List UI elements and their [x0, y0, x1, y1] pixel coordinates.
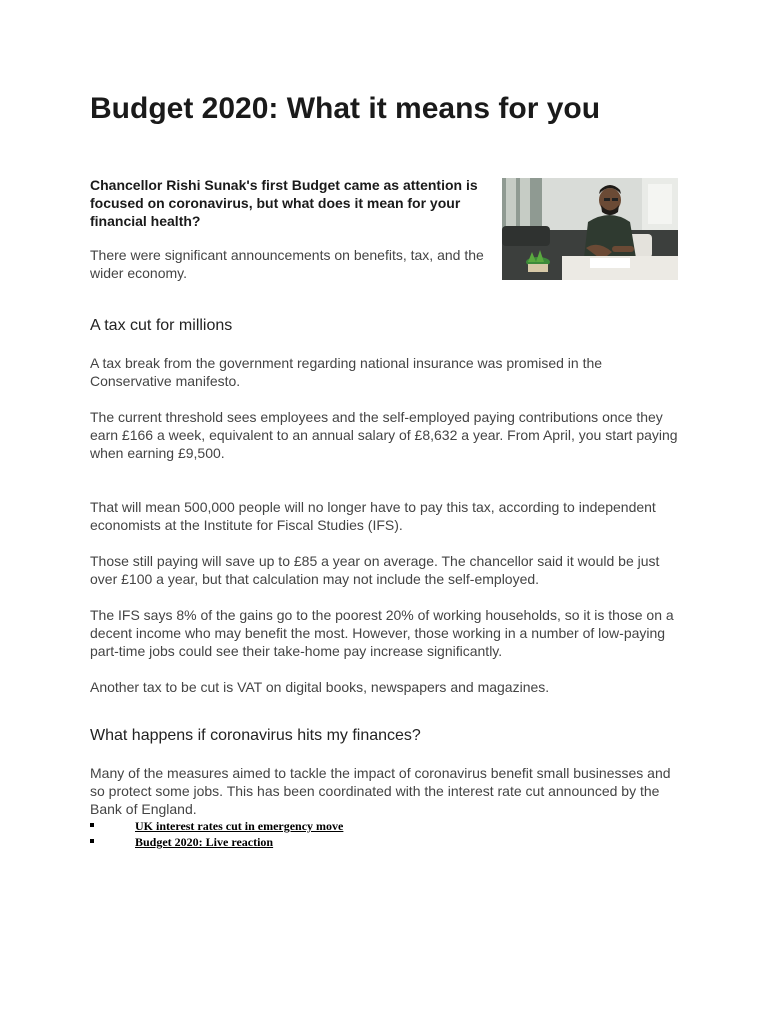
paragraph: Many of the measures aimed to tackle the impact of coronavirus benefit small businesses and so protect some jobs. This has been coordinated with the interest rate cut announced by the Bank of England. — [90, 765, 671, 817]
section-heading-tax-cut: A tax cut for millions — [90, 317, 233, 334]
article-title: Budget 2020: What it means for you — [90, 92, 601, 125]
article-lead-summary: Chancellor Rishi Sunak's first Budget came as attention is focused on coronavirus, but what does it mean for your financial health? — [90, 177, 478, 229]
list-item — [90, 834, 680, 850]
bullet-icon — [90, 823, 94, 827]
paragraph: That will mean 500,000 people will no longer have to pay this tax, according to independent economists at the Institute for Fiscal Studies (IFS). — [90, 499, 656, 533]
bullet-icon — [90, 839, 94, 843]
related-links-list — [90, 818, 680, 850]
article-body — [90, 316, 680, 850]
man-with-laptop-photo — [502, 178, 678, 280]
section-heading-coronavirus: What happens if coronavirus hits my finances? — [90, 727, 421, 744]
related-link[interactable]: Budget 2020: Live reaction — [135, 835, 274, 849]
related-link[interactable]: UK interest rates cut in emergency move — [135, 819, 344, 833]
paragraph: The current threshold sees employees and the self-employed paying contributions once they earn £166 a week, equivalent to an annual salary of £8,632 a year. From April, you start paying when earning £9,500. — [90, 409, 678, 461]
paragraph: Another tax to be cut is VAT on digital books, newspapers and magazines. — [90, 679, 550, 695]
paragraph: Those still paying will save up to £85 a year on average. The chancellor said it would be just over £100 a year, but that calculation may not include the self-employed. — [90, 553, 660, 587]
article-lead-text: There were significant announcements on benefits, tax, and the wider economy. — [90, 247, 484, 281]
article-photo — [502, 178, 678, 280]
paragraph: A tax break from the government regarding national insurance was promised in the Conservative manifesto. — [90, 355, 603, 389]
paragraph: The IFS says 8% of the gains go to the poorest 20% of working households, so it is those on a decent income who may benefit the most. However, those working in a number of low-paying part-time jobs could see their take-home pay increase significantly. — [90, 607, 674, 659]
list-item — [90, 818, 680, 834]
article-intro — [90, 176, 485, 282]
